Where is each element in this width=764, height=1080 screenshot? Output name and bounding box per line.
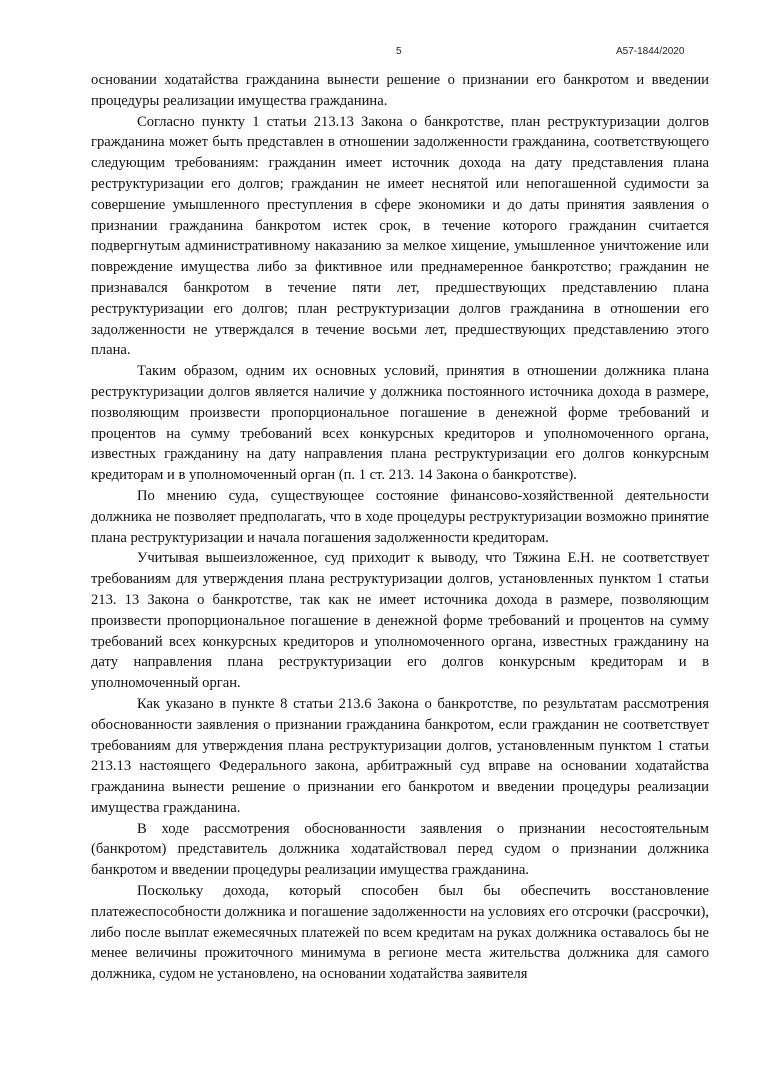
paragraph: Как указано в пункте 8 статьи 213.6 Закона о банкротстве, по результатам рассмотрения обоснованности заявления о признании гражданина банкротом, если гражданин не соответствует требованиям для утверждения плана реструктуризации долгов, установленным пунктом 1 статьи 213.13 настоящего Федерального закона, арбитражный суд вправе на основании ходатайства гражданина вынести решение о признании его банкротом и введении процедуры реализации имущества гражданина. (91, 695, 709, 816)
document-body (91, 70, 709, 985)
paragraph: Поскольку дохода, который способен был бы обеспечить восстановление платежеспособности должника и погашение задолженности на условиях его отсрочки (рассрочки), либо после выплат ежемесячных платежей по всем кредитам на руках должника оставалось бы не менее величины прожиточного минимума в регионе места жительства должника для самого должника, судом не установлено, на основании ходатайства заявителя (91, 883, 709, 983)
paragraph: Таким образом, одним их основных условий, принятия в отношении должника плана реструктуризации долгов является наличие у должника постоянного источника дохода в размере, позволяющим произвести пропорциональное погашение в денежной форме требований и процентов на сумму требований всех конкурсных кредиторов и уполномоченного органа, известных гражданину на дату направления плана реструктуризации его долгов конкурсным кредиторам и в уполномоченный орган (п. 1 ст. 213. 14 Закона о банкротстве). (91, 363, 709, 484)
paragraph: По мнению суда, существующее состояние финансово-хозяйственной деятельности должника не позволяет предполагать, что в ходе процедуры реструктуризации возможно принятие плана реструктуризации и начала погашения задолженности кредиторам. (91, 487, 709, 546)
paragraph: Учитывая вышеизложенное, суд приходит к выводу, что Тяжина Е.Н. не соответствует требованиям для утверждения плана реструктуризации долгов, установленных пунктом 1 статьи 213. 13 Закона о банкротстве, так как не имеет источника дохода в размере, позволяющим произвести пропорциональное погашение в денежной форме требований и процентов на сумму требований всех конкурсных кредиторов и уполномоченного органа, известных гражданину на дату направления плана реструктуризации его долгов конкурсным кредиторам и в уполномоченный орган. (91, 550, 709, 692)
paragraph: основании ходатайства гражданина вынести решение о признании его банкротом и введении процедуры реализации имущества гражданина. (91, 72, 709, 109)
case-number: А57-1844/2020 (616, 46, 685, 57)
paragraph: Согласно пункту 1 статьи 213.13 Закона о банкротстве, план реструктуризации долгов гражданина может быть представлен в отношении задолженности гражданина, соответствующего следующим требованиям: гражданин имеет источник дохода на дату представления плана реструктуризации его долгов; гражданин не имеет неснятой или непогашенной судимости за совершение умышленного преступления в сфере экономики и до даты принятия заявления о признании гражданина банкротом истек срок, в течение которого гражданин считается подвергнутым административному наказанию за мелкое хищение, умышленное уничтожение или повреждение имущества либо за фиктивное или преднамеренное банкротство; гражданин не признавался банкротом в течение пяти лет, предшествующих представлению плана реструктуризации его долгов; план реструктуризации долгов гражданина в отношении его задолженности не утверждался в течение восьми лет, предшествующих представлению этого плана. (91, 113, 709, 359)
page-number: 5 (396, 46, 402, 57)
paragraph: В ходе рассмотрения обоснованности заявления о признании несостоятельным (банкротом) представитель должника ходатайствовал перед судом о признании должника банкротом и введении процедуры реализации имущества гражданина. (91, 820, 709, 879)
